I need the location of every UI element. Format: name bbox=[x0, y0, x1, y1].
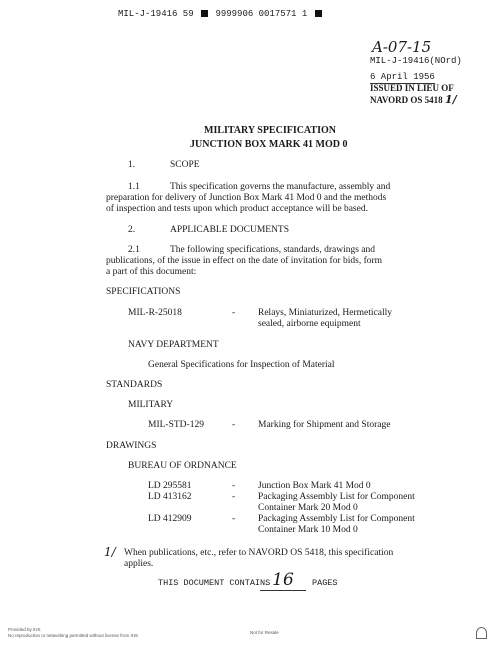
docs-heading: APPLICABLE DOCUMENTS bbox=[170, 225, 290, 235]
drawing-dash: - bbox=[232, 481, 236, 491]
spec-item-dash: - bbox=[232, 308, 236, 318]
military-heading: MILITARY bbox=[128, 400, 174, 410]
standard-item-desc: Marking for Shipment and Storage bbox=[258, 420, 391, 430]
spec-item-desc2: sealed, airborne equipment bbox=[258, 319, 361, 329]
navy-heading: NAVY DEPARTMENT bbox=[128, 340, 219, 350]
issued-line2-text: NAVORD OS 5418 bbox=[370, 95, 443, 105]
scan-mark-icon bbox=[476, 627, 487, 639]
drawing-desc1: Packaging Assembly List for Component bbox=[258, 514, 415, 524]
drawing-desc1: Packaging Assembly List for Component bbox=[258, 492, 415, 502]
page-count-prefix: THIS DOCUMENT CONTAINS bbox=[158, 578, 271, 588]
drawing-code: LD 412909 bbox=[148, 514, 192, 524]
issued-line2 bbox=[370, 94, 457, 106]
provided-by: Provided by IHS bbox=[8, 627, 41, 632]
page-count-suffix: PAGES bbox=[312, 578, 338, 588]
p11-number: 1.1 bbox=[128, 182, 140, 192]
drawing-dash: - bbox=[232, 492, 236, 502]
spec-number: MIL-J-19416(NOrd) bbox=[370, 56, 462, 66]
p11-line2: preparation for delivery of Junction Box Mark 41 Mod 0 and the methods bbox=[106, 193, 387, 203]
topline-left: MIL-J-19416 59 bbox=[118, 9, 194, 19]
drawing-desc1: Junction Box Mark 41 Mod 0 bbox=[258, 481, 371, 491]
spec-item-desc1: Relays, Miniaturized, Hermetically bbox=[258, 308, 393, 318]
issued-footnote-mark: 1/ bbox=[444, 93, 457, 106]
drawing-dash: - bbox=[232, 514, 236, 524]
topline-mid: 9999906 0017571 1 bbox=[215, 9, 308, 19]
p21-line3: a part of this document: bbox=[106, 267, 197, 277]
page-title: MILITARY SPECIFICATION bbox=[204, 125, 336, 136]
specifications-heading: SPECIFICATIONS bbox=[106, 287, 181, 297]
scope-number: 1. bbox=[128, 160, 136, 170]
footnote-line2: applies. bbox=[124, 559, 154, 569]
issued-line1: ISSUED IN LIEU OF bbox=[370, 83, 454, 93]
handwritten-code: A-07-15 bbox=[372, 38, 432, 56]
drawing-code: LD 413162 bbox=[148, 492, 192, 502]
issue-date: 6 April 1956 bbox=[370, 72, 435, 82]
p11-line3: of inspection and tests upon which product acceptance will be based. bbox=[106, 204, 368, 214]
footnote-line1: When publications, etc., refer to NAVORD OS 5418, this specification bbox=[124, 548, 394, 558]
drawing-desc2: Container Mark 10 Mod 0 bbox=[258, 525, 358, 535]
p21-line2: publications, of the issue in effect on the date of invitation for bids, form bbox=[106, 256, 383, 266]
page-subtitle: JUNCTION BOX MARK 41 MOD 0 bbox=[190, 139, 348, 150]
drawing-code: LD 295581 bbox=[148, 481, 192, 491]
barcode-mark-icon bbox=[315, 10, 322, 17]
p11-line1: This specification governs the manufacture, assembly and bbox=[170, 182, 391, 192]
spec-item-code: MIL-R-25018 bbox=[128, 308, 182, 318]
footnote-mark: 1/ bbox=[104, 545, 116, 559]
p21-line1: The following specifications, standards, drawings and bbox=[170, 245, 375, 255]
scope-heading: SCOPE bbox=[170, 160, 200, 170]
standards-heading: STANDARDS bbox=[106, 380, 163, 390]
no-repro-notice: No reproduction or networking permitted without license from IHS bbox=[8, 633, 139, 638]
docs-number: 2. bbox=[128, 225, 136, 235]
drawing-desc2: Container Mark 20 Mod 0 bbox=[258, 503, 358, 513]
p21-number: 2.1 bbox=[128, 245, 140, 255]
standard-item-code: MIL-STD-129 bbox=[148, 420, 204, 430]
page-count-value: 16 bbox=[260, 570, 306, 591]
navy-item: General Specifications for Inspection of Material bbox=[148, 360, 335, 370]
standard-item-dash: - bbox=[232, 420, 236, 430]
bureau-heading: BUREAU OF ORDNANCE bbox=[128, 461, 237, 471]
topline bbox=[118, 9, 324, 20]
drawings-heading: DRAWINGS bbox=[106, 441, 157, 451]
barcode-mark-icon bbox=[201, 10, 208, 17]
not-for-resale: Not for Resale bbox=[250, 630, 279, 635]
